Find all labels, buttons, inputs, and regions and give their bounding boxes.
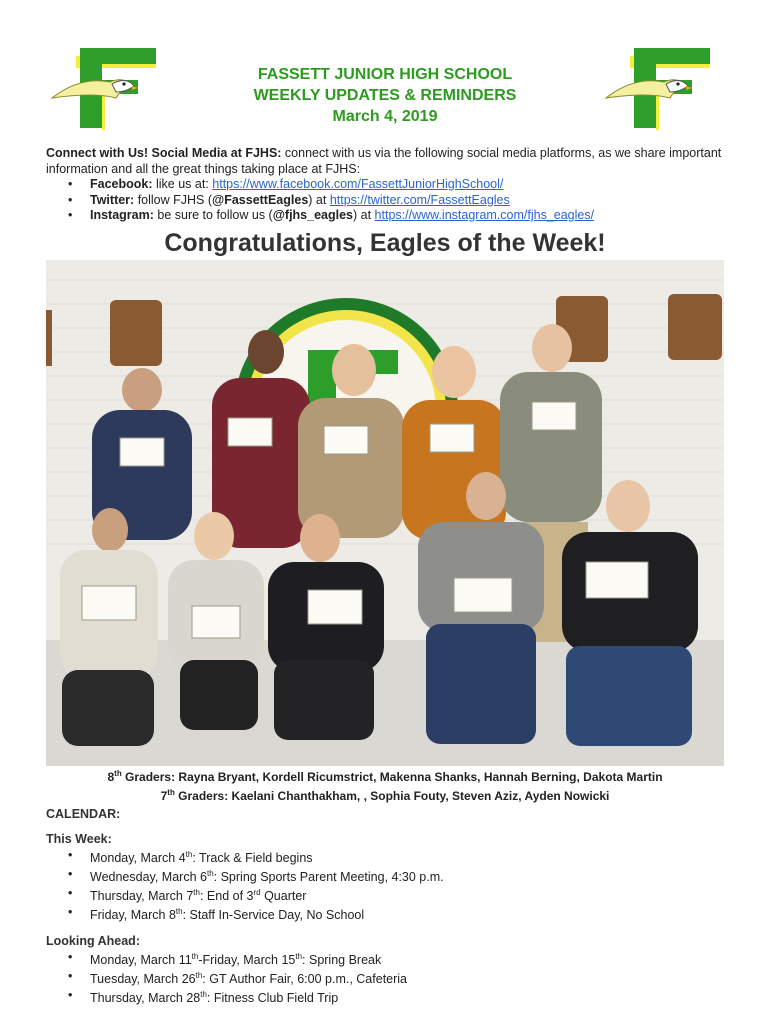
congrats-heading: Congratulations, Eagles of the Week!: [164, 229, 606, 257]
twitter-label: Twitter:: [90, 192, 135, 207]
instagram-label: Instagram:: [90, 208, 154, 222]
caption-sup-7: th: [167, 788, 175, 797]
social-item-instagram: [46, 208, 726, 224]
caption-grade-7: 7: [160, 789, 168, 803]
caption-names-7: Graders: Kaelani Chanthakham, , Sophia Fouty, Steven Aziz, Ayden Nowicki: [174, 789, 610, 803]
social-intro: [46, 146, 726, 177]
instagram-text: be sure to follow us (: [153, 208, 273, 222]
social-item-facebook: [46, 177, 726, 193]
newsletter-subtitle: WEEKLY UPDATES & REMINDERS: [253, 87, 517, 104]
social-list: [46, 177, 726, 224]
caption-sup-8: th: [114, 769, 122, 778]
caption-names-8: Graders: Rayna Bryant, Kordell Ricumstrict, Makenna Shanks, Hannah Berning, Dakota Martin: [121, 770, 663, 784]
photo-caption: [0, 766, 770, 804]
looking-ahead-title: Looking Ahead:: [46, 933, 140, 948]
caption-grade-8: 8: [107, 770, 115, 784]
facebook-link[interactable]: https://www.facebook.com/FassettJuniorHighSchool/: [212, 177, 504, 191]
calendar-section: [46, 806, 726, 1006]
caption-7th-grade: [0, 785, 770, 804]
newsletter-header: [0, 64, 770, 127]
instagram-link[interactable]: https://www.instagram.com/fjhs_eagles/: [374, 208, 595, 222]
twitter-text2: ) at: [308, 192, 330, 207]
facebook-text: like us at:: [152, 177, 213, 191]
twitter-handle: @FassettEagles: [212, 192, 309, 207]
this-week-item: • Friday, March 8th: Staff In-Service Day, No School: [46, 904, 726, 923]
instagram-handle: @fjhs_eagles: [272, 208, 353, 222]
instagram-text2: ) at: [353, 208, 375, 222]
twitter-text: follow FJHS (: [134, 192, 213, 207]
looking-ahead-item: • Monday, March 11th-Friday, March 15th: Spring Break: [46, 949, 726, 968]
this-week-item: • Monday, March 4th: Track & Field begins: [46, 847, 726, 866]
facebook-label: Facebook:: [90, 177, 153, 191]
this-week-list: [46, 847, 726, 924]
social-intro-text: connect with us via the following social media platforms, as we share important information and all the great things taking place at FJHS:: [46, 146, 722, 176]
twitter-link[interactable]: https://twitter.com/FassettEagles: [329, 192, 510, 207]
looking-ahead-list: [46, 949, 726, 1006]
newsletter-date: March 4, 2019: [332, 108, 438, 125]
eagles-of-the-week-group-photo: [46, 260, 724, 766]
social-media-section: [46, 146, 726, 224]
social-item-twitter: [46, 193, 726, 209]
looking-ahead-item: • Thursday, March 28th: Fitness Club Field Trip: [46, 987, 726, 1006]
looking-ahead-item: • Tuesday, March 26th: GT Author Fair, 6:00 p.m., Cafeteria: [46, 968, 726, 987]
calendar-title: CALENDAR:: [46, 807, 121, 821]
social-intro-bold: Connect with Us! Social Media at FJHS:: [46, 146, 282, 160]
caption-8th-grade: [0, 766, 770, 785]
this-week-title: This Week:: [46, 832, 112, 846]
this-week-item: • Wednesday, March 6th: Spring Sports Parent Meeting, 4:30 p.m.: [46, 866, 726, 885]
school-name: FASSETT JUNIOR HIGH SCHOOL: [257, 66, 513, 83]
this-week-item: • Thursday, March 7th: End of 3rd Quarter: [46, 885, 726, 904]
